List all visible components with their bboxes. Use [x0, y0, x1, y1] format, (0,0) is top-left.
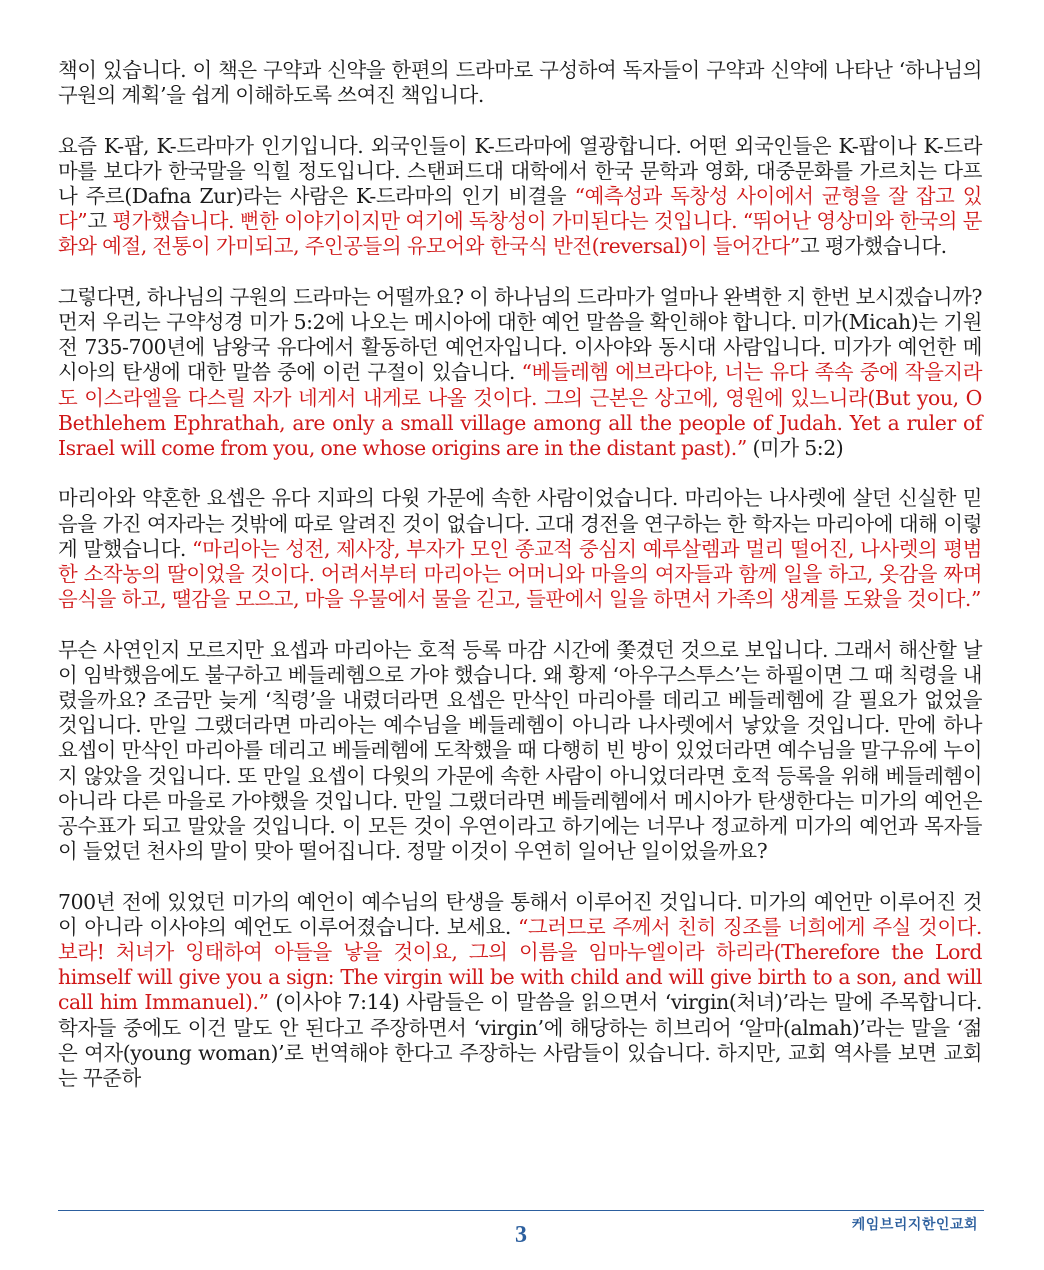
body-text: 고 평가했습니다.: [799, 234, 947, 259]
paragraph: [58, 58, 982, 108]
church-name: 케임브리지한인교회: [851, 1217, 978, 1233]
body-text: (이사야 7:14) 사람들은 이 말씀을 읽으면서 ‘virgin(처녀)’라는 말에 주목합니다. 학자들 중에도 이건 말도 안 된다고 주장하면서 ‘virgin’에 해당하는 히브리어 ‘알마(almah)’라는 말을 ‘젊은 여자(young woman)’로 번역해야 한다고 주장하는 사람들이 있습니다. 하지만, 교회 역사를 보면 교회는 꾸준하: [58, 990, 983, 1091]
quoted-text: 평가했습니다. 뻔한 이야기이지만 여기에 독창성이 가미된다는 것입니다. “뛰어난 영상미와 한국의 문화와 예절, 전통이 가미되고, 주인공들의 유모어와 한국식 반전(reversal)이 들어간다”: [58, 209, 982, 259]
body-text: 무슨 사연인지 모르지만 요셉과 마리아는 호적 등록 마감 시간에 쫓겼던 것으로 보입니다. 그래서 해산할 날이 임박했음에도 불구하고 베들레헴으로 가야 했습니다. 왜 황제 ‘아우구스투스’는 하필이면 그 때 칙령을 내렸을까요? 조금만 늦게 ‘칙령’을 내렸더라면 요셉은 만삭인 마리아를 데리고 베들레헴에 갈 필요가 없었을 것입니다. 만일 그랬더라면 마리아는 예수님을 베들레헴이 아니라 나사렛에서 낳았을 것입니다. 만에 하나 요셉이 만삭인 마리아를 데리고 베들레헴에 도착했을 때 다행히 빈 방이 있었더라면 예수님을 말구유에 누이지 않았을 것입니다. 또 만일 요셉이 다윗의 가문에 속한 사람이 아니었더라면 호적 등록을 위해 베들레헴이 아니라 다른 마을로 가야했을 것입니다. 만일 그랬더라면 베들레헴에서 메시아가 탄생한다는 미가의 예언은 공수표가 되고 말았을 것입니다. 이 모든 것이 우연이라고 하기에는 너무나 정교하게 미가의 예언과 목자들이 들었던 천사의 말이 맞아 떨어집니다. 정말 이것이 우연히 일어난 일이었을까요?: [58, 637, 982, 864]
page-number: 3: [515, 1222, 527, 1248]
paragraph: [58, 890, 982, 1092]
quoted-text: “예측성과 독창성 사이에서 균형을 잘 잡고 있다”: [58, 184, 982, 234]
body-text: (미가 5:2): [746, 436, 844, 461]
body-text: 그렇다면, 하나님의 구원의 드라마는 어떨까요? 이 하나님의 드라마가 얼마나 완벽한 지 한번 보시겠습니까? 먼저 우리는 구약성경 미가 5:2에 나오는 메시아에 대한 예언 말씀을 확인해야 합니다. 미가(Micah)는 기원전 735-700년에 남왕국 유다에서 활동하던 예언자입니다. 이사야와 동시대 사람입니다. 미가가 예언한 메시아의 탄생에 대한 말씀 중에 이런 구절이 있습니다.: [58, 284, 982, 385]
quoted-text: “그러므로 주께서 친히 징조를 너희에게 주실 것이다. 보라! 처녀가 잉태하여 아들을 낳을 것이요, 그의 이름을 임마누엘이라 하리라(Therefore the Lord himself will give you a sign: The virgin will be with child and will give birth to a son, and will call him Immanuel).”: [58, 914, 982, 1015]
article-body: [58, 58, 982, 1116]
paragraph: [58, 486, 982, 612]
paragraph: [58, 285, 982, 461]
footer-divider: [58, 1210, 984, 1211]
paragraph: [58, 638, 982, 865]
body-text: 책이 있습니다. 이 책은 구약과 신약을 한편의 드라마로 구성하여 독자들이 구약과 신약에 나타난 ‘하나님의 구원의 계획’을 쉽게 이해하도록 쓰여진 책입니다.: [58, 58, 982, 108]
body-text: 700년 전에 있었던 미가의 예언이 예수님의 탄생을 통해서 이루어진 것입니다. 미가의 예언만 이루어진 것이 아니라 이사야의 예언도 이루어졌습니다. 보세요.: [58, 889, 982, 939]
body-text: 마리아와 약혼한 요셉은 유다 지파의 다윗 가문에 속한 사람이었습니다. 마리아는 나사렛에 살던 신실한 믿음을 가진 여자라는 것밖에 따로 알려진 것이 없습니다. 고대 경전을 연구하는 한 학자는 마리아에 대해 이렇게 말했습니다.: [58, 486, 982, 561]
quoted-text: “베들레헴 에브라다야, 너는 유다 족속 중에 작을지라도 이스라엘을 다스릴 자가 네게서 내게로 나올 것이다. 그의 근본은 상고에, 영원에 있느니라(But you, O Bethlehem Ephrathah, are only a small village among all the people of Judah. Yet a ruler of Israel will come from you, one whose origins are in the distant past).”: [58, 360, 982, 461]
quoted-text: “마리아는 성전, 제사장, 부자가 모인 종교적 중심지 예루살렘과 멀리 떨어진, 나사렛의 평범한 소작농의 딸이었을 것이다. 어려서부터 마리아는 어머니와 마을의 여자들과 함께 일을 하고, 옷감을 짜며 음식을 하고, 땔감을 모으고, 마을 우물에서 물을 긷고, 들판에서 일을 하면서 가족의 생계를 도왔을 것이다.”: [58, 536, 982, 612]
paragraph: [58, 134, 982, 260]
body-text: 고: [87, 209, 113, 234]
body-text: 요즘 K-팝, K-드라마가 인기입니다. 외국인들이 K-드라마에 열광합니다. 어떤 외국인들은 K-팝이나 K-드라마를 보다가 한국말을 익힐 정도입니다. 스탠퍼드대 대학에서 한국 문학과 영화, 대중문화를 가르치는 다프나 주르(Dafna Zur)라는 사람은 K-드라마의 인기 비결을: [58, 133, 982, 208]
